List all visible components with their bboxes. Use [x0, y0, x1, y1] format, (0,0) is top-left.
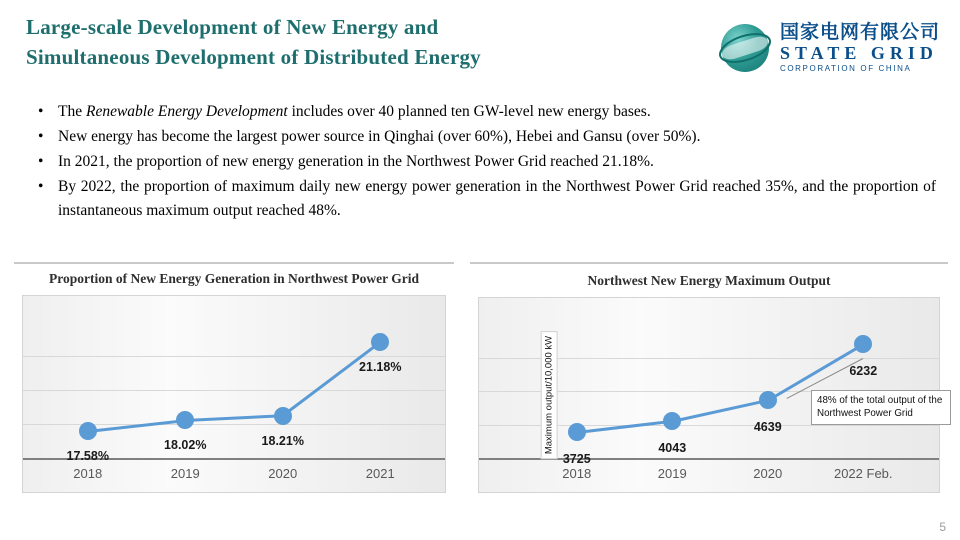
line-chart-left — [22, 295, 446, 493]
x-axis-tick-label: 2019 — [170, 466, 200, 481]
chart-title-left: Proportion of New Energy Generation in Northwest Power Grid — [49, 271, 419, 286]
logo-company-sub-en: CORPORATION OF CHINA — [779, 64, 912, 73]
list-item — [30, 175, 936, 223]
data-label: 21.18% — [359, 360, 402, 375]
data-point — [176, 411, 194, 429]
x-axis-tick-label: 2018 — [73, 466, 103, 481]
bullet-text: New energy has become the largest power source in Qinghai (over 60%), Hebei and Gansu (over 50%). — [58, 128, 701, 145]
page-number: 5 — [939, 520, 946, 534]
chart-panel-left — [14, 262, 454, 493]
state-grid-logo — [718, 20, 940, 76]
series-line-segment — [88, 419, 186, 433]
logo-company-name-cn: 国家电网有限公司 — [779, 22, 940, 43]
page-title — [26, 12, 666, 72]
data-label: 18.02% — [164, 438, 207, 453]
data-point — [759, 391, 777, 409]
bullet-text-italic: Renewable Energy Development — [85, 103, 288, 120]
page-title-line2: Simultaneous Development of Distributed Energy — [26, 45, 481, 69]
x-axis-tick-label: 2019 — [657, 466, 687, 481]
line-chart-right — [478, 297, 943, 493]
gridline — [23, 356, 445, 357]
list-item — [30, 125, 936, 149]
y-axis-title: Maximum output/10,000 kW — [541, 331, 558, 459]
gridline — [23, 390, 445, 391]
bullet-text-pre: The — [58, 103, 86, 120]
data-label: 18.21% — [261, 433, 304, 448]
series-line-segment — [282, 341, 381, 417]
list-item — [30, 150, 936, 174]
bullet-text: By 2022, the proportion of maximum daily new energy power generation in the Northwest Power Grid reached 35%, and the proportion of instantaneous maximum output reached 48%. — [58, 178, 936, 219]
data-label: 17.58% — [66, 449, 109, 464]
bullet-marker: • — [38, 178, 44, 195]
logo-text — [780, 22, 940, 74]
data-point — [568, 423, 586, 441]
list-item — [30, 100, 936, 124]
bullet-text: In 2021, the proportion of new energy generation in the Northwest Power Grid reached 21.18%. — [58, 153, 654, 170]
x-axis-tick-label: 2020 — [753, 466, 783, 481]
data-point — [274, 407, 292, 425]
data-label: 4639 — [753, 420, 782, 435]
bullet-list — [30, 100, 936, 224]
page-title-line1: Large-scale Development of New Energy and — [26, 15, 439, 39]
bullet-text-post: includes over 40 planned ten GW-level new energy bases. — [287, 103, 651, 120]
logo-company-name-en: STATE GRID — [779, 43, 938, 63]
series-line-segment — [672, 399, 768, 423]
x-axis-tick-label: 2021 — [365, 466, 395, 481]
annotation-callout: 48% of the total output of the Northwest Power Grid — [811, 390, 951, 425]
slide-header — [0, 0, 960, 92]
data-label: 4043 — [658, 441, 687, 456]
x-axis-tick-label: 2018 — [562, 466, 592, 481]
bullet-marker: • — [38, 103, 44, 120]
chart-panel-right — [470, 262, 948, 493]
bullet-marker: • — [38, 153, 44, 170]
series-line-segment — [185, 414, 283, 422]
series-line-segment — [577, 420, 673, 434]
data-label: 3725 — [562, 452, 591, 467]
data-point — [663, 412, 681, 430]
x-axis-tick-label: 2020 — [268, 466, 298, 481]
chart-title-right: Northwest New Energy Maximum Output — [587, 273, 831, 288]
globe-icon — [718, 21, 772, 75]
x-axis-tick-label: 2022 Feb. — [833, 466, 893, 481]
bullet-text — [58, 100, 936, 124]
data-point — [79, 422, 97, 440]
charts-row — [0, 262, 960, 532]
bullet-marker: • — [38, 128, 44, 145]
data-label: 6232 — [849, 364, 878, 379]
data-point — [371, 333, 389, 351]
data-point — [854, 335, 872, 353]
